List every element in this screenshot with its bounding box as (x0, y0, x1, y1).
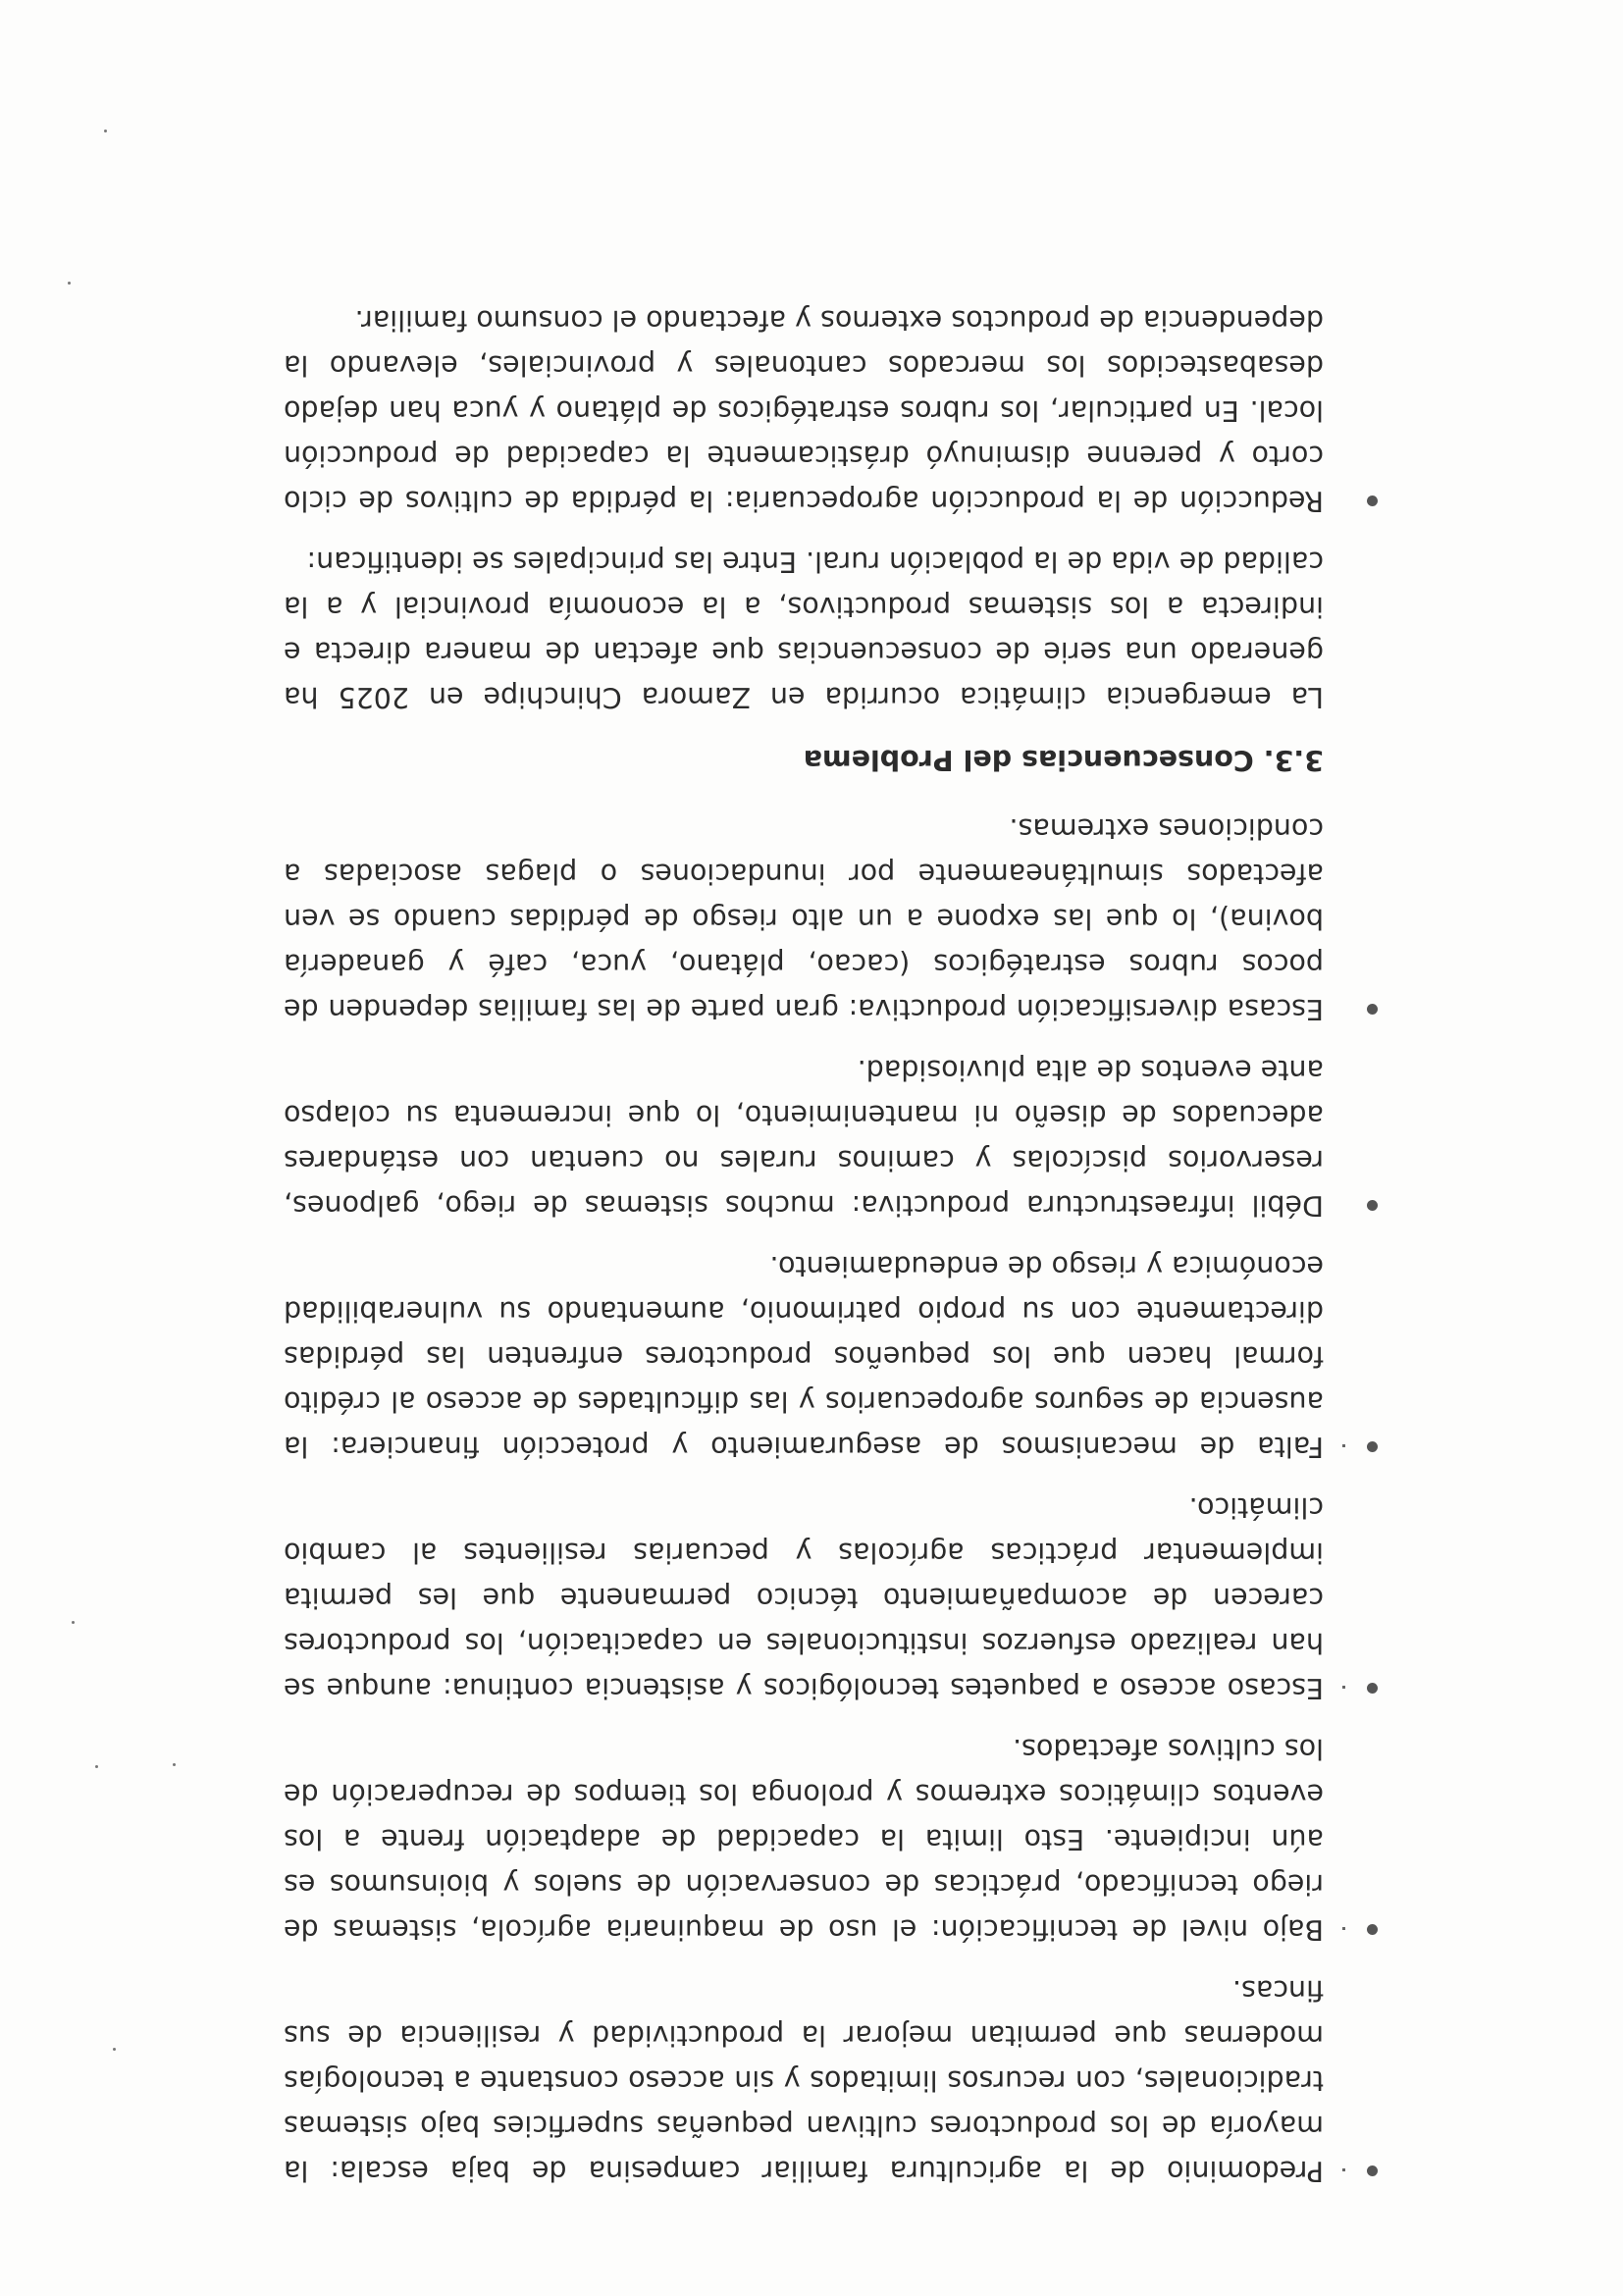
tick-mark (1342, 2168, 1345, 2171)
bullet-icon (1367, 1441, 1378, 1452)
list-item (284, 806, 1324, 1031)
scan-speck (68, 282, 71, 285)
tick-mark (1342, 1927, 1345, 1930)
tick-mark (1342, 1444, 1345, 1447)
bullet-icon (1367, 2166, 1378, 2176)
list-item (284, 1485, 1324, 1710)
scan-speck (173, 1763, 176, 1766)
list-item-text: Bajo nivel de tecnificación: el uso de maquinaria agrícola, sistemas de riego tecnificado, prácticas de conservación de suelos y bioinsumos es aún incipiente. Esto limita la capacidad de adaptación frente a los eventos climáticos extremos y prolonga los tiempos de recuperación de los cultivos afectados. (284, 1733, 1324, 1946)
bullet-icon (1367, 1200, 1378, 1211)
tick-mark (1342, 1686, 1345, 1689)
list-item (284, 1967, 1324, 2193)
list-item (284, 297, 1324, 523)
bullet-icon (1367, 1004, 1378, 1015)
list-item-text: Escaso acceso a paquetes tecnológicos y asistencia continua: aunque se han realizado esfuerzos institucionales en capacitación, los productores carecen de acompañamiento técnico permanente que les permita implementar prácticas agrícolas y pecuarias resilientes al cambio climático. (284, 1491, 1324, 1704)
bullet-icon (1367, 1683, 1378, 1694)
section-heading: 3.3. Consecuencias del Problema (803, 744, 1324, 776)
bullet-icon (1367, 1924, 1378, 1935)
document-body (284, 282, 1324, 2193)
scan-speck (104, 130, 107, 132)
list-item (284, 1726, 1324, 1952)
list-item-text: Reducción de la producción agropecuaria: la pérdida de cultivos de ciclo corto y perenne disminuyó drásticamente la capacidad de producción local. En particular, los rubros estratégicos de plátano y yuca han dejado desabastecidos los mercados cantonales y provinciales, elevando la dependencia de productos externos y afectando el consumo familiar. (284, 304, 1324, 517)
bullet-icon (1367, 496, 1378, 506)
list-item (284, 1243, 1324, 1469)
list-item (284, 1047, 1324, 1227)
list-item-text: Falta de mecanismos de aseguramiento y protección financiera: la ausencia de seguros agropecuarios y las dificultades de acceso al crédito formal hacen que los pequeños productores enfrenten las pérdidas directamente con su propio patrimonio, aumentando su vulnerabilidad económica y riesgo de endeudamiento. (284, 1250, 1324, 1463)
scan-speck (113, 2048, 116, 2051)
scan-speck (72, 1621, 75, 1624)
list-item-text: Escasa diversificación productiva: gran parte de las familias dependen de pocos rubros estratégicos (cacao, plátano, yuca, café y ganadería bovina), lo que las expone a un alto riesgo de pérdidas cuando se ven afectados simultáneamente por inundaciones o plagas asociadas a condiciones extremas. (284, 812, 1324, 1025)
scan-speck (95, 1765, 98, 1768)
section-intro: La emergencia climática ocurrida en Zamora Chinchipe en 2025 ha generado una serie de consecuencias que afectan de manera directa e indirecta a los sistemas productivos, a la economía provincial y a la calidad de vida de la población rural. Entre las principales se identifican: (284, 546, 1324, 713)
list-item-text: Débil infraestructura productiva: muchos sistemas de riego, galpones, reservorios piscícolas y caminos rurales no cuentan con estándares adecuados de diseño ni mantenimiento, lo que incrementa su colapso ante eventos de alta pluviosidad. (284, 1054, 1324, 1222)
list-item-text: Predominio de la agricultura familiar campesina de baja escala: la mayoría de los productores cultivan pequeñas superficies bajo sistemas tradicionales, con recursos limitados y sin acceso constante a tecnologías modernas que permitan mejorar la productividad y resiliencia de sus fincas. (284, 1974, 1324, 2187)
